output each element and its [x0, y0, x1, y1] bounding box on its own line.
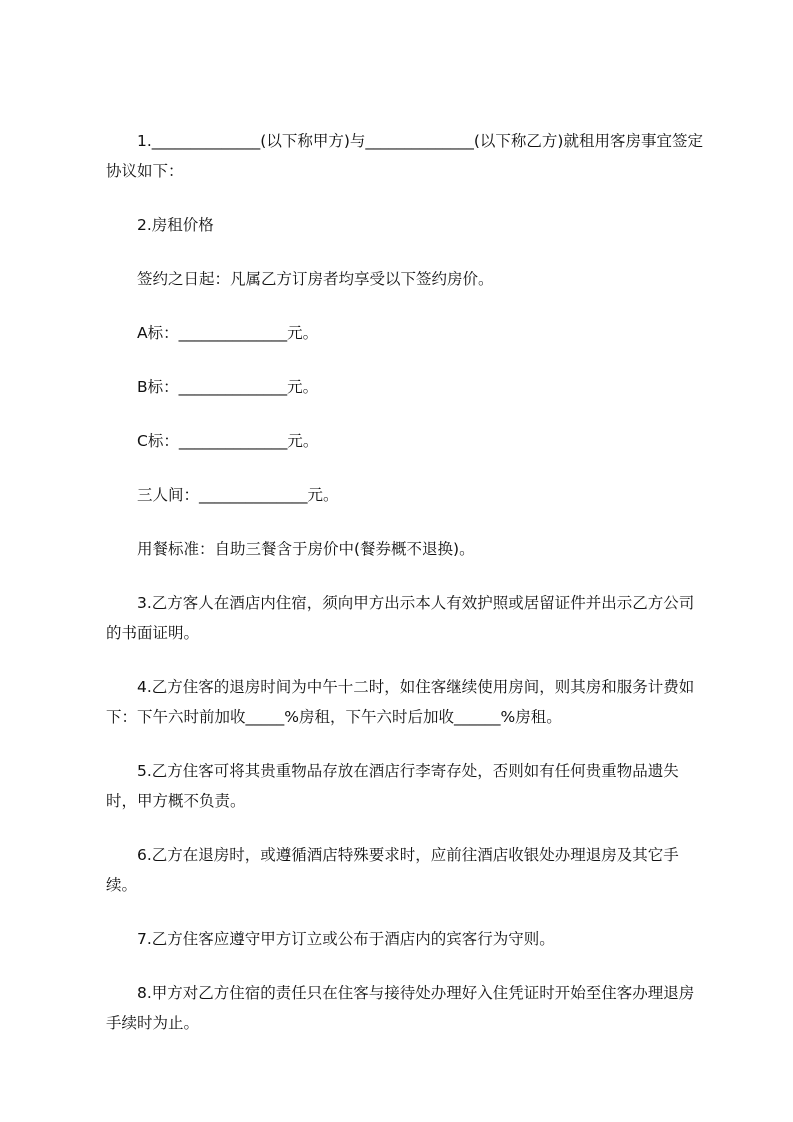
clause-3-identification: 3.乙方客人在酒店内住宿，须向甲方出示本人有效护照或居留证件并出示乙方公司的书面证明。 [106, 594, 695, 642]
rate-c-standard: C标：______________元。 [137, 432, 319, 450]
rate-a-standard: A标：______________元。 [137, 324, 319, 342]
clause-8-liability-period: 8.甲方对乙方住宿的责任只在住客与接待处办理好入住凭证时开始至住客办理退房手续时为止。 [106, 984, 695, 1032]
rate-triple-room: 三人间：______________元。 [137, 486, 339, 504]
clause-2-room-rates-heading: 2.房租价格 [137, 216, 214, 234]
rate-b-standard: B标：______________元。 [137, 378, 319, 396]
clause-5-valuables: 5.乙方住客可将其贵重物品存放在酒店行李寄存处，否则如有任何贵重物品遗失时，甲方概不负责。 [106, 762, 679, 810]
meal-standard: 用餐标准：自助三餐含于房价中(餐券概不退换)。 [137, 540, 475, 558]
clause-6-checkout-procedure: 6.乙方在退房时，或遵循酒店特殊要求时，应前往酒店收银处办理退房及其它手续。 [106, 846, 679, 894]
rate-effective-date: 签约之日起：凡属乙方订房者均享受以下签约房价。 [137, 270, 494, 288]
document-body [106, 126, 706, 1062]
clause-1-parties: 1.______________(以下称甲方)与______________(以下称乙方)就租用客房事宜签定协议如下： [106, 132, 703, 180]
clause-4-checkout-time: 4.乙方住客的退房时间为中午十二时，如住客继续使用房间，则其房和服务计费如下：下午六时前加收_____%房租，下午六时后加收______%房租。 [106, 678, 695, 726]
clause-7-guest-rules: 7.乙方住客应遵守甲方订立或公布于酒店内的宾客行为守则。 [137, 930, 555, 948]
